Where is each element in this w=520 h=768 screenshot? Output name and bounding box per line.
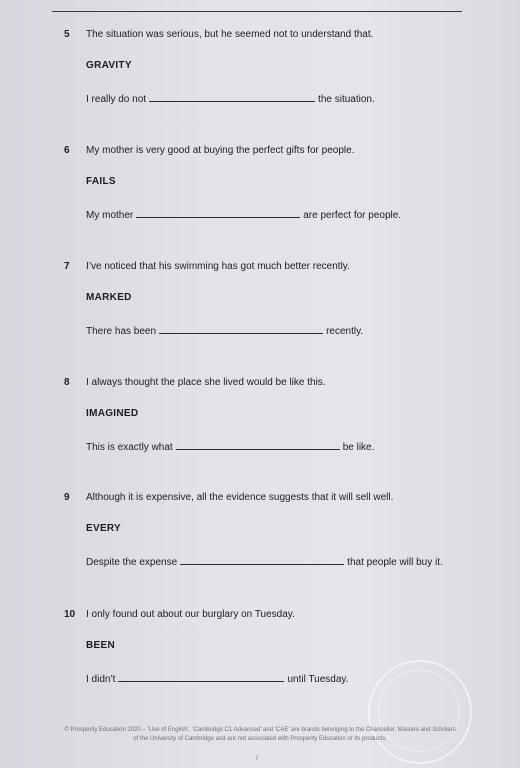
answer-prefix: My mother <box>86 210 134 221</box>
key-word: EVERY <box>86 523 122 534</box>
answer-blank[interactable] <box>159 324 323 334</box>
footer-line-1: © Prosperity Education 2020 – ‘Use of English’, ‘Cambridge C1 Advanced’ and ‘CAE’ are brands belonging to the Chancellor, Masters and Scholars <box>64 727 456 733</box>
answer-line <box>86 208 401 221</box>
answer-prefix: Despite the expense <box>86 557 178 568</box>
question-sentence: The situation was serious, but he seemed not to understand that. <box>86 29 374 40</box>
answer-blank[interactable] <box>180 555 344 565</box>
key-word: MARKED <box>86 292 132 303</box>
store-stamp-watermark <box>368 660 472 764</box>
answer-prefix: This is exactly what <box>86 442 173 453</box>
answer-suffix: until Tuesday. <box>287 674 349 685</box>
page-number: 7 <box>255 756 259 762</box>
question-sentence: My mother is very good at buying the perfect gifts for people. <box>86 145 355 156</box>
question-number: 7 <box>64 261 70 272</box>
answer-blank[interactable] <box>176 440 340 450</box>
answer-suffix: that people will buy it. <box>347 557 443 568</box>
top-rule <box>52 11 462 12</box>
copyright-footer <box>0 726 520 744</box>
question-number: 5 <box>64 29 70 40</box>
key-word: BEEN <box>86 640 115 651</box>
answer-line <box>86 440 374 453</box>
answer-suffix: are perfect for people. <box>303 210 402 221</box>
question-number: 6 <box>64 145 70 156</box>
answer-prefix: I really do not <box>86 94 147 105</box>
footer-line-2: of the University of Cambridge and are not associated with Prosperity Education or its products. <box>133 736 387 742</box>
answer-line <box>86 672 348 685</box>
answer-line <box>86 92 375 105</box>
key-word: GRAVITY <box>86 60 132 71</box>
answer-line <box>86 555 443 568</box>
question-sentence: I’ve noticed that his swimming has got much better recently. <box>86 261 350 272</box>
question-number: 10 <box>64 609 76 620</box>
question-number: 8 <box>64 377 70 388</box>
answer-suffix: recently. <box>326 326 364 337</box>
question-sentence: I always thought the place she lived would be like this. <box>86 377 326 388</box>
question-number: 9 <box>64 492 70 503</box>
answer-blank[interactable] <box>149 92 315 102</box>
question-sentence: I only found out about our burglary on Tuesday. <box>86 609 295 620</box>
answer-line <box>86 324 363 337</box>
key-word: FAILS <box>86 176 116 187</box>
answer-prefix: I didn’t <box>86 674 116 685</box>
answer-suffix: be like. <box>342 442 375 453</box>
answer-suffix: the situation. <box>318 94 375 105</box>
answer-blank[interactable] <box>118 672 284 682</box>
answer-prefix: There has been <box>86 326 157 337</box>
question-sentence: Although it is expensive, all the evidence suggests that it will sell well. <box>86 492 394 503</box>
key-word: IMAGINED <box>86 408 139 419</box>
answer-blank[interactable] <box>136 208 300 218</box>
